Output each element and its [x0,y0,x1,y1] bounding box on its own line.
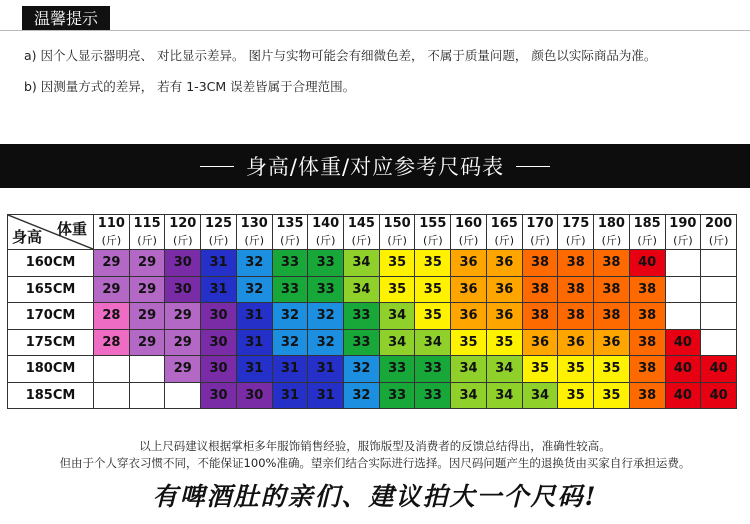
size-cell: 34 [451,382,487,409]
height-label: 160CM [8,250,94,277]
table-row [8,329,737,356]
weight-header [522,215,558,250]
chart-banner [0,144,750,188]
size-cell: 34 [344,276,380,303]
size-cell: 35 [379,276,415,303]
table-row [8,356,737,383]
size-cell: 38 [522,303,558,330]
size-cell: 40 [665,329,701,356]
weight-header [415,215,451,250]
weight-header [701,215,737,250]
size-cell: 38 [558,276,594,303]
weight-unit: (斤) [601,234,622,247]
size-cell: 40 [701,382,737,409]
size-cell: 36 [486,303,522,330]
size-cell: 35 [558,356,594,383]
size-cell: 31 [272,382,308,409]
weight-header [272,215,308,250]
size-cell: 35 [415,303,451,330]
size-cell [701,329,737,356]
weight-header [558,215,594,250]
notice-line-b: b) 因测量方式的差异， 若有 1-3CM 误差皆属于合理范围。 [24,79,356,94]
weight-value: 155 [419,216,447,231]
weight-unit: (斤) [208,234,229,247]
size-cell [701,303,737,330]
size-cell: 38 [629,356,665,383]
notice-line-a: a) 因个人显示器明亮、 对比显示差异。 图片与实物可能会有细微色差， 不属于质量问题， 颜色以实际商品为准。 [24,48,657,63]
size-cell: 36 [451,303,487,330]
size-cell: 33 [379,382,415,409]
weight-value: 200 [705,216,733,231]
size-cell: 31 [236,329,272,356]
size-cell: 36 [594,329,630,356]
weight-header [344,215,380,250]
weight-value: 130 [240,216,268,231]
corner-weight-label: 体重 [56,220,87,238]
size-cell: 29 [165,329,201,356]
weight-header [665,215,701,250]
size-cell: 36 [451,276,487,303]
size-cell: 31 [201,276,237,303]
banner-rule-right [516,166,550,167]
size-cell: 40 [701,356,737,383]
weight-unit: (斤) [280,234,300,247]
banner-rule-left [200,166,234,167]
size-cell: 35 [415,250,451,277]
size-cell: 35 [486,329,522,356]
size-cell: 35 [379,250,415,277]
size-chart-table [7,214,737,409]
size-cell: 31 [201,250,237,277]
table-row [8,382,737,409]
size-cell [701,250,737,277]
size-cell: 31 [236,303,272,330]
corner-cell [8,215,94,250]
size-cell: 31 [236,356,272,383]
weight-value: 140 [312,216,340,231]
size-cell [94,382,130,409]
height-label: 185CM [8,382,94,409]
weight-unit: (斤) [530,234,550,247]
size-cell: 38 [594,250,630,277]
size-cell: 38 [629,329,665,356]
height-label: 165CM [8,276,94,303]
weight-header [129,215,165,250]
size-cell: 34 [415,329,451,356]
size-cell: 30 [165,250,201,277]
size-cell: 32 [308,303,344,330]
size-cell [94,356,130,383]
size-cell: 33 [344,303,380,330]
weight-unit: (斤) [637,234,657,247]
size-cell: 29 [129,303,165,330]
size-cell: 30 [236,382,272,409]
weight-value: 185 [633,216,661,231]
size-cell: 30 [201,356,237,383]
size-cell: 29 [165,356,201,383]
size-cell: 28 [94,303,130,330]
size-cell: 32 [344,356,380,383]
size-cell: 32 [308,329,344,356]
weight-value: 115 [133,216,161,231]
size-cell: 33 [272,276,308,303]
size-cell: 38 [594,303,630,330]
weight-value: 120 [169,216,197,231]
size-cell: 36 [522,329,558,356]
size-cell: 36 [486,276,522,303]
size-cell: 31 [308,382,344,409]
size-cell: 29 [129,276,165,303]
weight-value: 125 [204,216,233,231]
weight-header [236,215,272,250]
header-row [8,215,737,250]
size-cell: 35 [451,329,487,356]
weight-unit: (斤) [458,234,479,247]
weight-value: 145 [347,216,375,231]
size-cell: 33 [272,250,308,277]
size-cell: 40 [665,356,701,383]
size-cell: 31 [272,356,308,383]
footer-note-2: 但由于个人穿衣习惯不同，不能保证100%准确。望亲们结合实际进行选择。因尺码问题产生的退换货由买家自行承担运费。 [59,456,691,470]
size-cell: 38 [522,250,558,277]
size-cell: 35 [594,356,630,383]
weight-value: 160 [454,216,483,231]
size-cell: 33 [308,250,344,277]
size-cell: 40 [665,382,701,409]
weight-header [94,215,130,250]
size-cell: 32 [236,276,272,303]
weight-value: 175 [562,216,590,231]
weight-value: 110 [97,216,125,231]
size-cell [129,356,165,383]
weight-value: 135 [276,216,304,231]
size-cell: 30 [165,276,201,303]
size-cell: 29 [165,303,201,330]
size-cell: 34 [379,303,415,330]
size-cell: 29 [94,276,130,303]
weight-unit: (斤) [673,234,693,247]
slogan: 有啤酒肚的亲们、建议拍大一个尺码! [152,482,598,511]
size-cell: 33 [415,356,451,383]
size-cell: 34 [451,356,487,383]
size-cell [129,382,165,409]
size-cell: 35 [558,382,594,409]
size-cell: 30 [201,329,237,356]
weight-unit: (斤) [101,234,122,247]
size-cell: 34 [522,382,558,409]
weight-header [451,215,487,250]
size-cell: 36 [486,250,522,277]
size-cell: 31 [308,356,344,383]
weight-unit: (斤) [387,234,407,247]
notice-title: 温馨提示 [22,6,110,31]
weight-unit: (斤) [708,234,729,247]
weight-unit: (斤) [173,234,193,247]
weight-unit: (斤) [494,234,515,247]
size-cell [665,250,701,277]
weight-value: 190 [669,216,697,231]
corner-height-label: 身高 [12,228,43,246]
size-cell: 34 [486,382,522,409]
table-row [8,276,737,303]
size-cell: 33 [379,356,415,383]
size-cell [165,382,201,409]
size-cell: 38 [594,276,630,303]
size-cell: 29 [129,329,165,356]
size-cell: 38 [629,276,665,303]
size-cell: 38 [629,303,665,330]
weight-header [201,215,237,250]
size-cell: 28 [94,329,130,356]
size-cell: 33 [415,382,451,409]
size-cell: 35 [522,356,558,383]
size-cell: 32 [272,303,308,330]
weight-header [629,215,665,250]
size-cell: 32 [272,329,308,356]
notice-divider [0,30,750,31]
size-cell: 38 [558,250,594,277]
size-cell: 29 [94,250,130,277]
banner-title: 身高/体重/对应参考尺码表 [245,155,505,179]
weight-unit: (斤) [351,234,372,247]
weight-unit: (斤) [423,234,443,247]
size-cell: 38 [629,382,665,409]
size-cell: 36 [451,250,487,277]
table-row [8,303,737,330]
weight-header [594,215,630,250]
size-cell: 30 [201,303,237,330]
weight-unit: (斤) [244,234,265,247]
weight-value: 170 [526,216,554,231]
size-cell: 36 [558,329,594,356]
footer-note-1: 以上尺码建议根据掌柜多年服饰销售经验，服饰版型及消费者的反馈总结得出，准确性较高。 [139,439,611,453]
size-cell: 30 [201,382,237,409]
height-label: 175CM [8,329,94,356]
size-cell: 38 [558,303,594,330]
table-row [8,250,737,277]
size-cell: 35 [594,382,630,409]
size-cell: 38 [522,276,558,303]
weight-value: 150 [383,216,411,231]
size-cell: 33 [344,329,380,356]
size-cell: 34 [379,329,415,356]
weight-value: 165 [490,216,518,231]
size-cell [665,276,701,303]
size-cell [701,276,737,303]
weight-value: 180 [597,216,625,231]
size-cell: 29 [129,250,165,277]
size-cell: 33 [308,276,344,303]
weight-header [165,215,201,250]
size-cell: 35 [415,276,451,303]
height-label: 180CM [8,356,94,383]
weight-header [486,215,522,250]
size-cell: 32 [344,382,380,409]
size-cell [665,303,701,330]
size-cell: 34 [486,356,522,383]
size-cell: 40 [629,250,665,277]
size-cell: 34 [344,250,380,277]
weight-unit: (斤) [565,234,586,247]
size-cell: 32 [236,250,272,277]
weight-unit: (斤) [137,234,157,247]
weight-unit: (斤) [315,234,336,247]
height-label: 170CM [8,303,94,330]
weight-header [308,215,344,250]
weight-header [379,215,415,250]
